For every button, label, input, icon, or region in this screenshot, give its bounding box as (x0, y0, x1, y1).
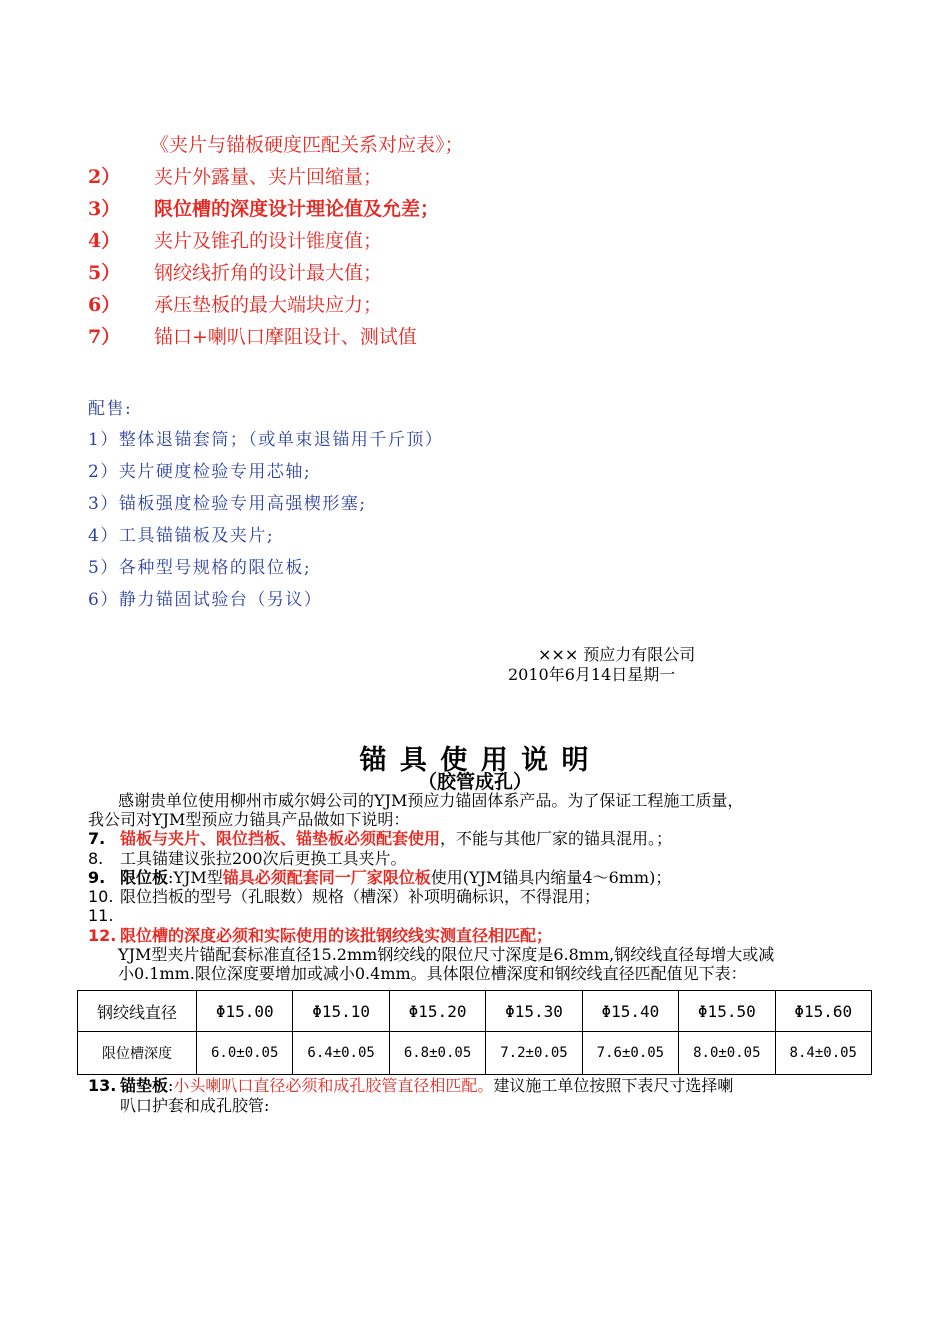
page-subtitle: （胶管成孔） (417, 771, 532, 793)
table-cell: 6.4±0.05 (293, 1032, 389, 1075)
table-cell: 8.0±0.05 (679, 1032, 775, 1075)
item-number: 12. (88, 926, 117, 945)
item-text: :YJM型 (168, 868, 223, 887)
intro-line: 感谢贵单位使用柳州市威尔姆公司的YJM预应力锚固体系产品。为了保证工程施工质量， (118, 791, 744, 810)
item-text: 工具锚建议张拉200次后更换工具夹片。 (120, 849, 407, 868)
item-number: 11. (88, 906, 114, 925)
table-row (78, 991, 872, 1032)
table-cell: Φ15.20 (389, 991, 485, 1032)
instruction-item (88, 907, 120, 925)
instruction-item (88, 830, 672, 848)
item-label: 限位板 (120, 868, 169, 887)
item-text: 限位挡板的型号（孔眼数）规格（槽深）补项明确标识，不得混用； (120, 887, 601, 906)
table-cell: Φ15.10 (293, 991, 389, 1032)
list-item-text: 夹片及锥孔的设计锥度值； (154, 230, 383, 252)
item-number: 7. (88, 829, 106, 848)
table-cell: Φ15.00 (197, 991, 293, 1032)
intro-line: 我公司对YJM型预应力锚具产品做如下说明： (88, 810, 410, 829)
accessory-item: 3）锚板强度检验专用高强楔形塞; (88, 494, 367, 514)
table-reference-line: 《夹片与锚板硬度匹配关系对应表》； (150, 134, 464, 156)
list-item-text: 钢绞线折角的设计最大值； (154, 262, 383, 284)
list-item-number: 5） (88, 262, 121, 284)
item-text: ，不能与其他厂家的锚具混用。； (440, 829, 673, 848)
item-emphasis: 小头喇叭口直径必须和成孔胶管直径相匹配。 (173, 1076, 494, 1095)
instruction-item (88, 869, 671, 887)
item-text: YJM型夹片锚配套标准直径15.2mm钢绞线的限位尺寸深度是6.8mm,钢绞线直径每增大或减 (118, 945, 775, 964)
accessory-item: 1）整体退锚套筒；（或单束退锚用千斤顶） (88, 430, 444, 450)
item-emphasis: 锚具必须配套同一厂家限位板 (222, 868, 431, 887)
accessory-item: 6）静力锚固试验台（另议） (88, 590, 323, 610)
item-text: 叭口护套和成孔胶管: (120, 1096, 270, 1115)
list-item-number: 7） (88, 326, 121, 348)
table-cell: Φ15.60 (775, 991, 871, 1032)
instruction-item (88, 1077, 733, 1095)
item-text: 使用(YJM锚具内缩量4～6mm)； (430, 868, 672, 887)
list-item-text: 限位槽的深度设计理论值及允差； (154, 198, 440, 220)
instruction-item (88, 888, 600, 906)
page-title: 锚 具 使 用 说 明 (359, 745, 591, 776)
list-item-number: 2） (88, 166, 121, 188)
table-row (78, 1032, 872, 1075)
row-header: 钢绞线直径 (78, 991, 197, 1032)
table-cell: 6.0±0.05 (197, 1032, 293, 1075)
item-text: 小0.1mm.限位深度要增加或减小0.4mm。具体限位槽深度和钢绞线直径匹配值见下表： (118, 964, 747, 983)
accessories-title: 配售: (88, 399, 133, 419)
list-item-text: 承压垫板的最大端块应力； (154, 294, 383, 316)
item-emphasis: 锚板与夹片、限位挡板、锚垫板必须配套使用 (120, 829, 441, 848)
item-number: 13. (88, 1076, 117, 1095)
item-text: 建议施工单位按照下表尺寸选择喇 (493, 1076, 734, 1095)
list-item-number: 3） (88, 198, 121, 220)
list-item-number: 4） (88, 230, 121, 252)
table-cell: 6.8±0.05 (389, 1032, 485, 1075)
item-text: : (168, 1076, 174, 1095)
table-cell: 8.4±0.05 (775, 1032, 871, 1075)
item-number: 8. (88, 849, 104, 868)
table-cell: Φ15.30 (486, 991, 582, 1032)
row-header: 限位槽深度 (78, 1032, 197, 1075)
document-date: 2010年6月14日星期一 (508, 665, 676, 684)
table-cell: 7.6±0.05 (582, 1032, 678, 1075)
instruction-item (88, 927, 552, 945)
table-cell: 7.2±0.05 (486, 1032, 582, 1075)
item-number: 9. (88, 868, 106, 887)
list-item-number: 6） (88, 294, 121, 316)
spec-table (77, 990, 872, 1075)
table-cell: Φ15.40 (582, 991, 678, 1032)
accessory-item: 4）工具锚锚板及夹片; (88, 526, 275, 546)
table-cell: Φ15.50 (679, 991, 775, 1032)
item-emphasis: 限位槽的深度必须和实际使用的该批钢绞线实测直径相匹配； (120, 926, 553, 945)
instruction-item (88, 850, 407, 868)
company-name: ××× 预应力有限公司 (538, 645, 696, 664)
item-label: 锚垫板 (120, 1076, 169, 1095)
accessory-item: 5）各种型号规格的限位板; (88, 558, 312, 578)
list-item-text: 夹片外露量、夹片回缩量； (154, 166, 383, 188)
accessory-item: 2）夹片硬度检验专用芯轴; (88, 462, 312, 482)
list-item-text: 锚口+喇叭口摩阻设计、测试值 (154, 326, 417, 348)
item-number: 10. (88, 887, 114, 906)
